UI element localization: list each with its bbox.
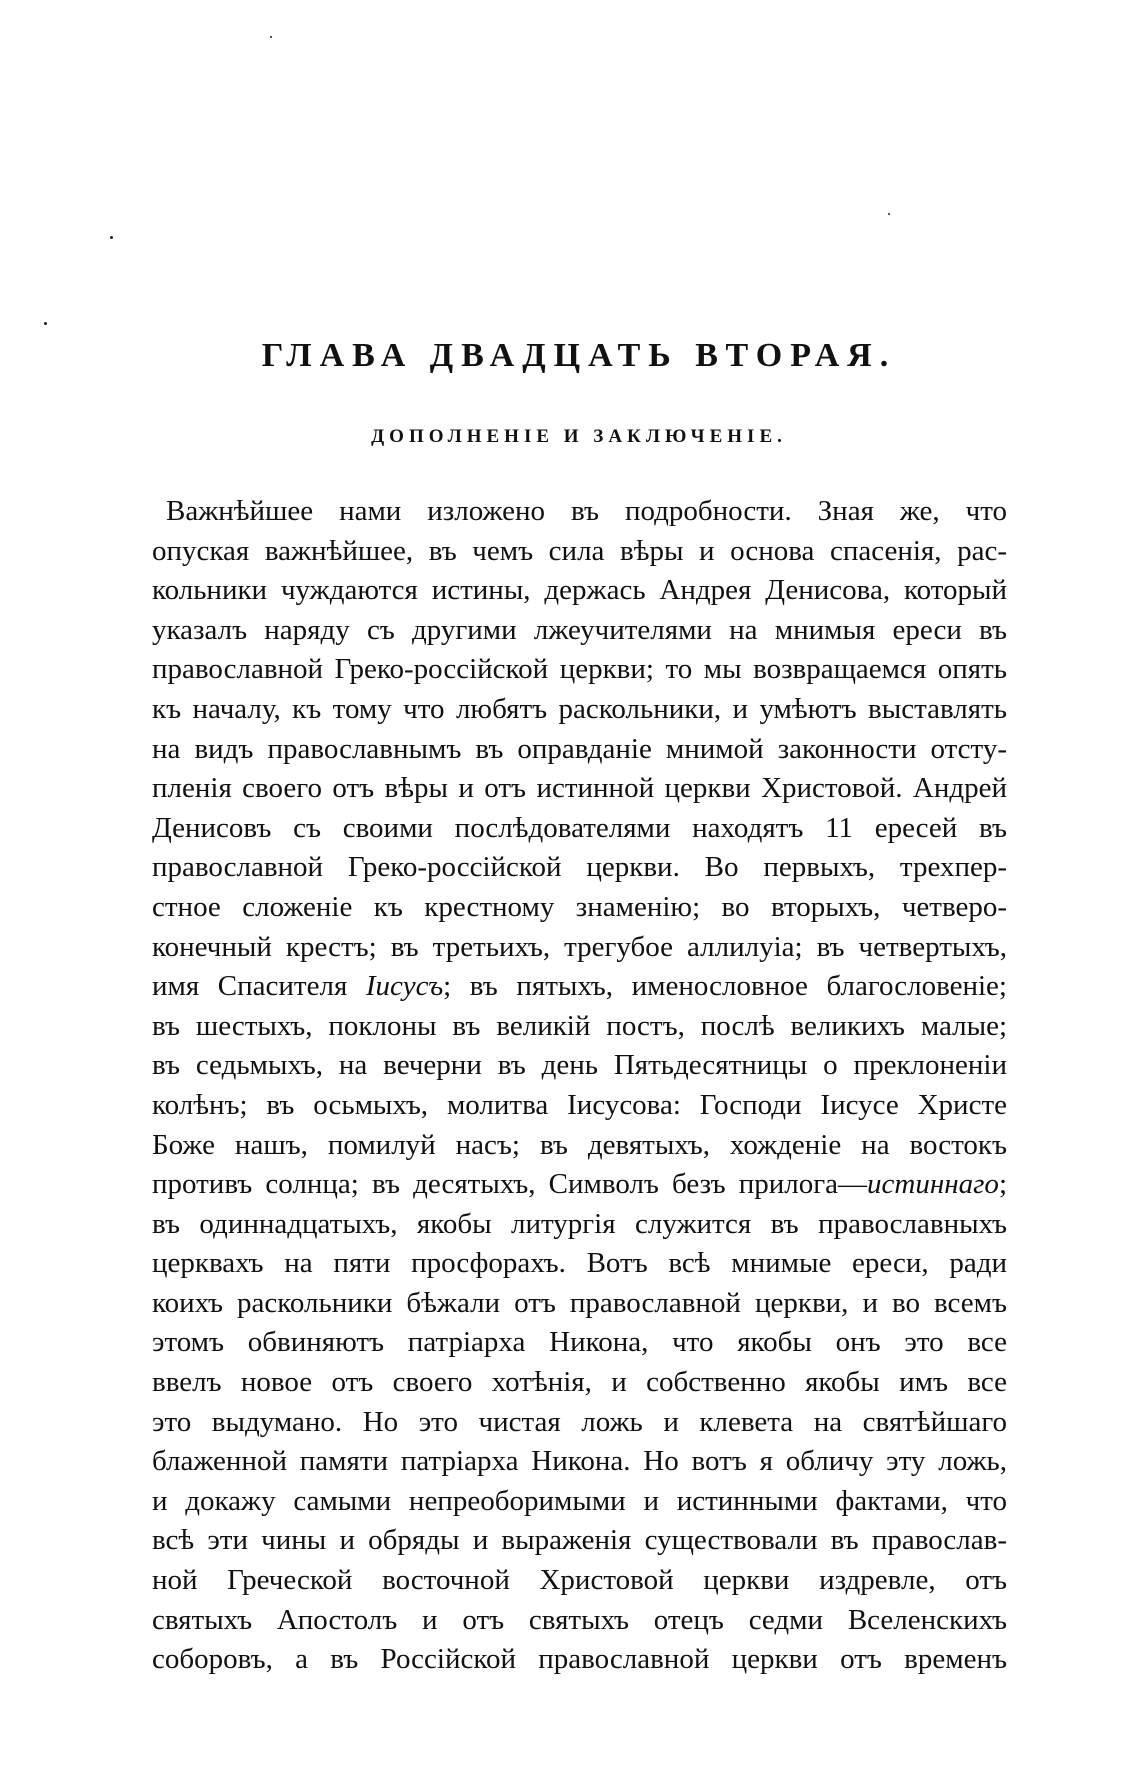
text-line: Важнѣйшее нами изложено въ подробности. Зная же, что bbox=[166, 495, 1007, 527]
scan-speck bbox=[44, 322, 47, 325]
text-line: указалъ наряду съ другими лжеучителями на мнимыя ереси въ bbox=[152, 613, 1007, 646]
text-segment: ; въ пятыхъ, именословное благословеніе; bbox=[443, 970, 1007, 1003]
text-line: въ одиннадцатыхъ, якобы литургія служится въ православныхъ bbox=[152, 1207, 1007, 1240]
text-segment: ; bbox=[998, 1168, 1007, 1201]
text-line: стное сложеніе къ крестному знаменію; во вторыхъ, четверо- bbox=[152, 890, 1007, 923]
text-line: въ седьмыхъ, на вечерни въ день Пятьдесятницы о преклоненіи bbox=[152, 1049, 1007, 1082]
body-paragraph bbox=[152, 492, 1007, 1680]
chapter-title: ГЛАВА ДВАДЦАТЬ ВТОРАЯ. bbox=[261, 337, 897, 374]
text-line: это выдумано. Но это чистая ложь и клевета на святѣйшаго bbox=[152, 1405, 1007, 1438]
text-line: въ шестыхъ, поклоны въ великій постъ, послѣ великихъ малые; bbox=[152, 1009, 1007, 1042]
text-line: православной Греко-россійской церкви. Во первыхъ, трехпер- bbox=[152, 851, 1007, 884]
italic-word: истиннаго bbox=[867, 1168, 999, 1201]
text-line: къ началу, къ тому что любятъ раскольники, и умѣютъ выставлять bbox=[152, 692, 1007, 725]
text-line: опуская важнѣйшее, въ чемъ сила вѣры и основа спасенія, рас- bbox=[152, 534, 1007, 567]
text-segment: противъ солнца; въ десятыхъ, Символъ безъ прилога— bbox=[152, 1168, 868, 1201]
text-line: церквахъ на пяти просфорахъ. Вотъ всѣ мнимые ереси, ради bbox=[152, 1247, 1007, 1280]
italic-name: Іисусъ bbox=[365, 970, 444, 1003]
text-line: этомъ обвиняютъ патріарха Никона, что якобы онъ это все bbox=[152, 1326, 1007, 1359]
text-line: колѣнъ; въ осьмыхъ, молитва Іисусова: Господи Іисусе Христе bbox=[152, 1088, 1007, 1121]
scan-speck bbox=[110, 236, 113, 239]
text-line bbox=[152, 1165, 1007, 1205]
chapter-subtitle: ДОПОЛНЕНІЕ И ЗАКЛЮЧЕНІЕ. bbox=[371, 426, 787, 447]
scan-speck bbox=[270, 36, 272, 38]
text-line: святыхъ Апостолъ и отъ святыхъ отецъ седми Вселенскихъ bbox=[152, 1603, 1007, 1636]
text-line: конечный крестъ; въ третьихъ, трегубое аллилуіа; въ четвертыхъ, bbox=[152, 930, 1007, 963]
text-line: соборовъ, а въ Россійской православной церкви отъ временъ bbox=[152, 1643, 1007, 1676]
text-line: и докажу самыми непреоборимыми и истинными фактами, что bbox=[152, 1484, 1007, 1517]
scan-speck bbox=[888, 213, 890, 215]
text-line: на видъ православнымъ въ оправданіе мнимой законности отсту- bbox=[152, 732, 1007, 765]
text-line: блаженной памяти патріарха Никона. Но вотъ я обличу эту ложь, bbox=[152, 1445, 1007, 1478]
text-line: ввелъ новое отъ своего хотѣнія, и собственно якобы имъ все bbox=[152, 1366, 1007, 1399]
text-line: Денисовъ съ своими послѣдователями находятъ 11 ересей въ bbox=[152, 811, 1007, 844]
text-line: коихъ раскольники бѣжали отъ православной церкви, и во всемъ bbox=[152, 1286, 1007, 1319]
text-line: всѣ эти чины и обряды и выраженія существовали въ православ- bbox=[152, 1524, 1007, 1557]
text-line: Боже нашъ, помилуй насъ; въ девятыхъ, хожденіе на востокъ bbox=[152, 1128, 1007, 1161]
text-line: православной Греко-россійской церкви; то мы возвращаемся опять bbox=[152, 653, 1007, 686]
text-line: ной Греческой восточной Христовой церкви издревле, отъ bbox=[152, 1564, 1007, 1597]
text-line: пленія своего отъ вѣры и отъ истинной церкви Христовой. Андрей bbox=[152, 772, 1007, 805]
text-line: кольники чуждаются истины, держась Андрея Денисова, который bbox=[152, 574, 1007, 607]
text-line bbox=[152, 967, 1007, 1007]
text-segment: имя Спасителя bbox=[152, 970, 366, 1003]
